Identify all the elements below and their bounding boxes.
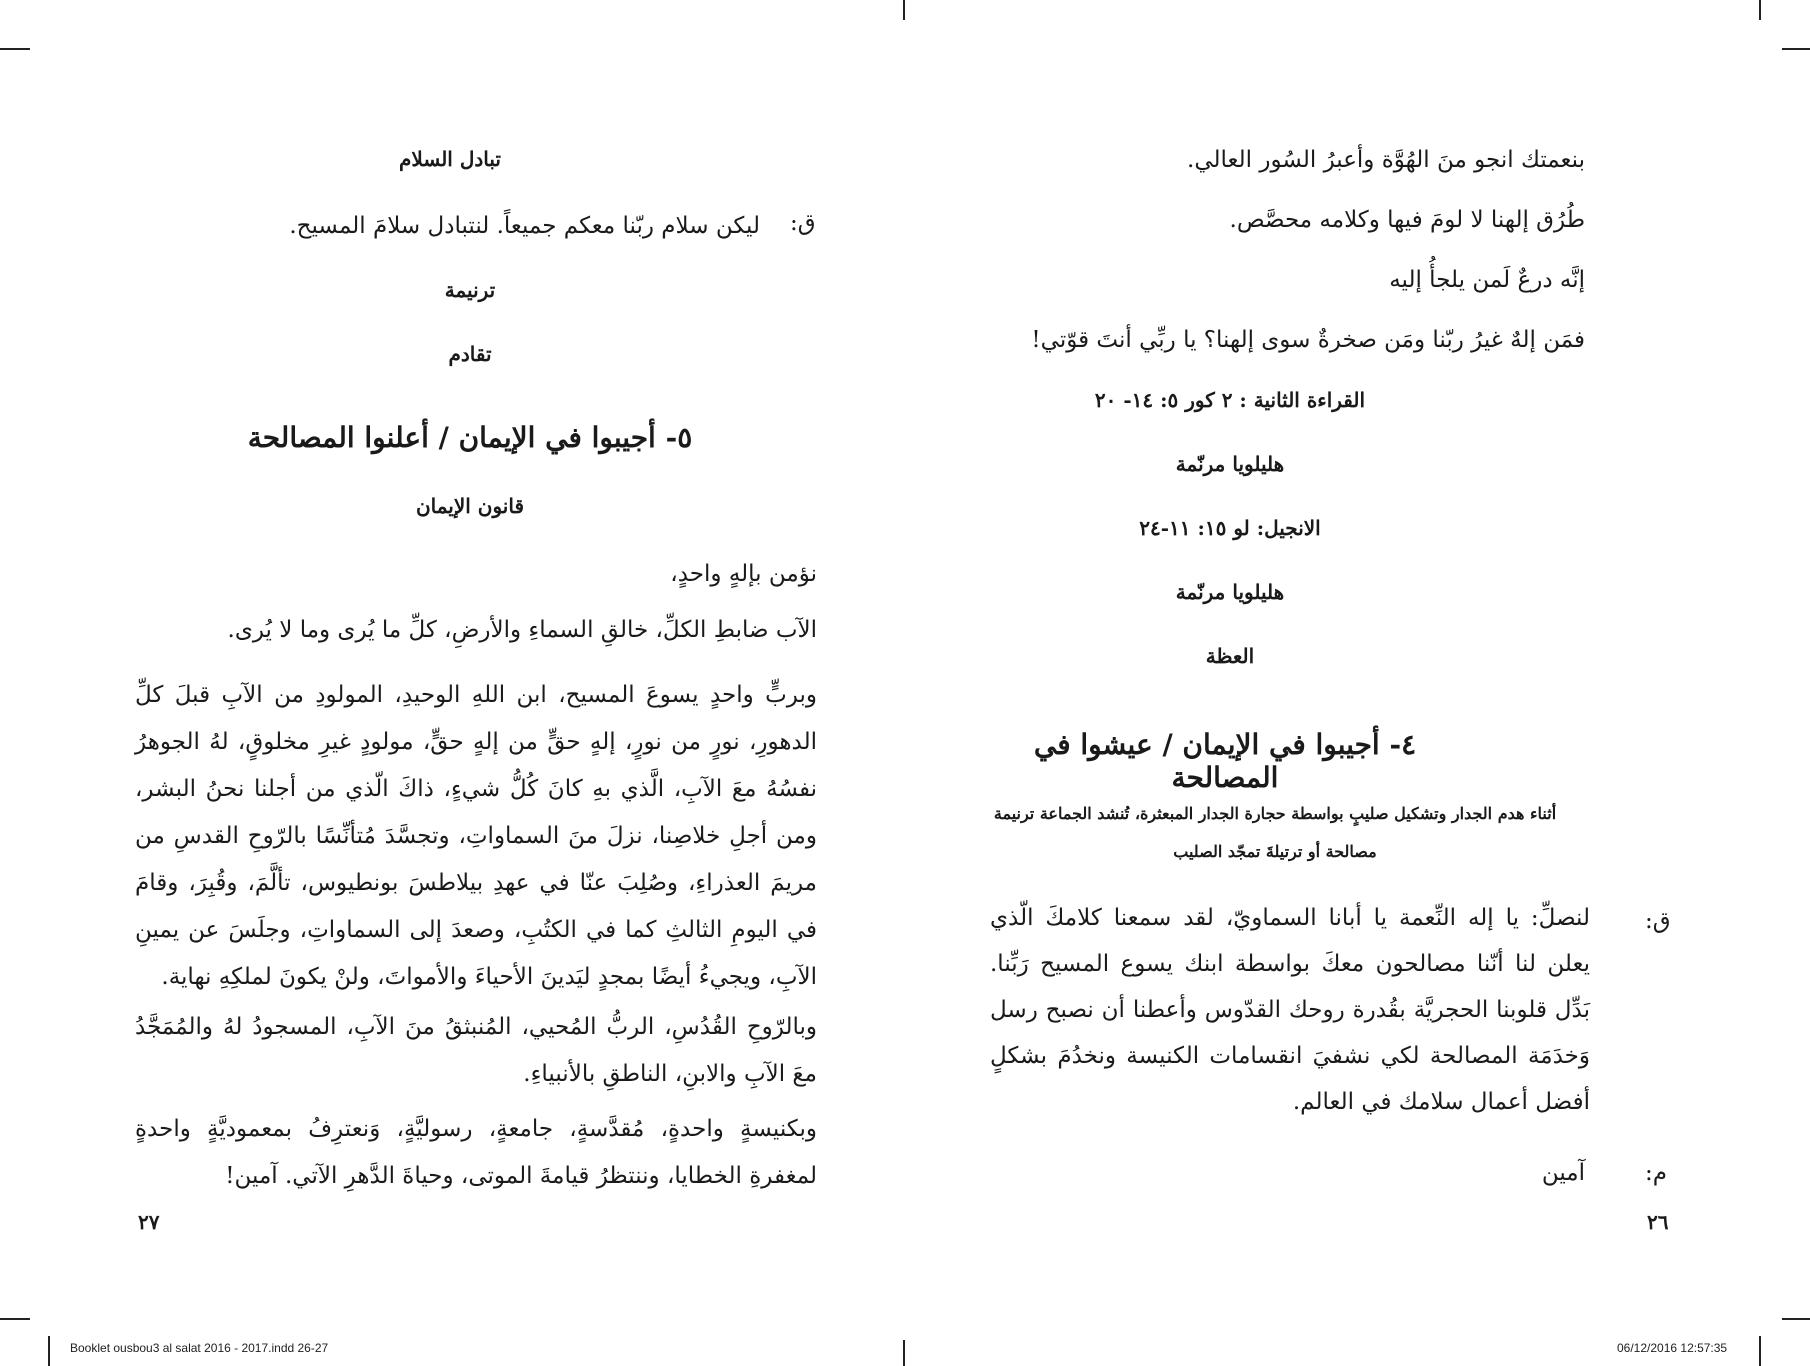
crop-mark-right-top xyxy=(1782,48,1810,50)
psalm-verse-4: فمَن إلهٌ غيرُ ربّنا ومَن صخرةٌ سوى إلهنا؟ يا ربِّي أنتَ قوّتي! xyxy=(1031,327,1585,353)
second-reading-heading: القراءة الثانية : ٢ كور ٥: ١٤- ٢٠ xyxy=(1094,388,1366,412)
hallelujah-heading-1: هليلويا مرنّمة xyxy=(1175,452,1285,476)
response-text: آمين xyxy=(1541,1160,1585,1186)
peace-heading: تبادل السلام xyxy=(399,147,501,171)
prayer-text: لنصلِّ: يا إله النِّعمة يا أبانا السماويّ، لقد سمعنا كلامكَ الّذي يعلن لنا أنّنا مصالحون معكَ بواسطة ابنك يسوع المسيح رَبِّنا. بَدِّل قلوبنا الحجريَّة بقُدرة روحك القدّوس وأعطنا أن نصبح رسل وَخدَمَة المصالحة لكي نشفيَ انقسامات الكنيسة ونخدُمَ بشكلٍ أفضل أعمال سلامك في العالم. xyxy=(990,905,1590,1115)
section-4-title: ٤- أجيبوا في الإيمان / عيشوا في المصالحة xyxy=(1033,728,1417,794)
peace-speaker-label: ق: xyxy=(790,210,816,236)
page-27 xyxy=(0,0,880,1366)
homily-heading: العظة xyxy=(1205,644,1255,668)
page-number-26: ٢٦ xyxy=(1647,1210,1669,1234)
creed-paragraph-son: وبربٍّ واحدٍ يسوعَ المسيح، ابن اللهِ الوحيدِ، المولودِ من الآبِ قبلَ كلِّ الدهورِ، نورٍ من نورٍ، إلهٍ حقٍّ من إلهٍ حقٍّ، مولودٍ غيرِ مخلوقٍ، لهُ الجوهرُ نفسُهُ معَ الآبِ، الَّذي بهِ كانَ كُلُّ شيءٍ، ذاكَ الّذي من أجلنا نحنُ البشر، ومن أجلِ خلاصِنا، نزلَ منَ السماواتِ، وتجسَّدَ مُتأنِّسًا بالرّوحِ القدسِ من مريمَ العذراءِ، وصُلِبَ عنّا في عهدِ بيلاطسَ بونطيوس، تألَّمَ، وقُبِرَ، وقامَ في اليومِ الثالثِ كما في الكتُبِ، وصعدَ إلى السماواتِ، وجلَسَ عن يمينِ الآبِ، ويجيءُ أيضًا بمجدٍ ليَدينَ الأحياءَ والأمواتَ، ولنْ يكونَ لملكِهِ نهاية. xyxy=(135,682,817,990)
response-speaker-label: م: xyxy=(1645,1160,1667,1186)
page-number-27: ٢٧ xyxy=(138,1210,160,1234)
page-26 xyxy=(905,0,1785,1366)
psalm-verse-3: إنَّه درعٌ لَمن يلجأُ إليه xyxy=(1389,267,1585,293)
creed-heading: قانون الإيمان xyxy=(415,494,525,518)
hallelujah-heading-2: هليلويا مرنّمة xyxy=(1175,580,1285,604)
gospel-heading: الانجيل: لو ١٥: ١١-٢٤ xyxy=(1139,516,1321,540)
psalm-verse-2: طُرُق إلهنا لا لومَ فيها وكلامه محصَّص. xyxy=(1229,207,1585,233)
file-slug: Booklet ousbou3 al salat 2016 - 2017.indd 26-27 xyxy=(70,1341,329,1355)
creed-line-1: نؤمن بإلهٍ واحدٍ، xyxy=(670,561,817,587)
psalm-verse-1: بنعمتك انجو منَ الهُوَّة وأعبرُ السُور العالي. xyxy=(1187,147,1585,173)
crop-mark-right-bottom xyxy=(1782,1318,1810,1320)
offertory-heading: تقادم xyxy=(448,342,492,366)
peace-text: ليكن سلام ربّنا معكم جميعاً. لنتبادل سلامَ المسيح. xyxy=(289,213,760,239)
section-5-title: ٥- أجيبوا في الإيمان / أعلنوا المصالحة xyxy=(247,421,693,454)
creed-paragraph-spirit: وبالرّوحِ القُدُسِ، الربُّ المُحيي، المُنبثقُ منَ الآبِ، المسجودُ لهُ والمُمَجَّدُ معَ الآبِ والابنِ، الناطقِ بالأنبياءِ. xyxy=(135,1014,817,1087)
creed-paragraph-church: وبكنيسةٍ واحدةٍ، مُقدَّسةٍ، جامعةٍ، رسوليَّةٍ، وَنعترِفُ بمعموديَّةٍ واحدةٍ لمغفرةِ الخطايا، وننتظرُ قيامةَ الموتى، وحياةَ الدَّهرِ الآتي. آمين! xyxy=(135,1116,817,1189)
creed-line-2: الآب ضابطِ الكلِّ، خالقِ السماءِ والأرضِ، كلِّ ما يُرى وما لا يُرى. xyxy=(227,617,817,643)
rubric-text: أثناء هدم الجدار وتشكيل صليبٍ بواسطة حجارة الجدار المبعثرة، تُنشد الجماعة ترنيمة مصالحة أو ترتيلةَ تمجّد الصليب xyxy=(993,804,1557,861)
prayer-speaker-label: ق: xyxy=(1645,908,1671,934)
hymn-heading: ترنيمة xyxy=(444,278,496,302)
timestamp-slug: 06/12/2016 12:57:35 xyxy=(1617,1341,1728,1355)
